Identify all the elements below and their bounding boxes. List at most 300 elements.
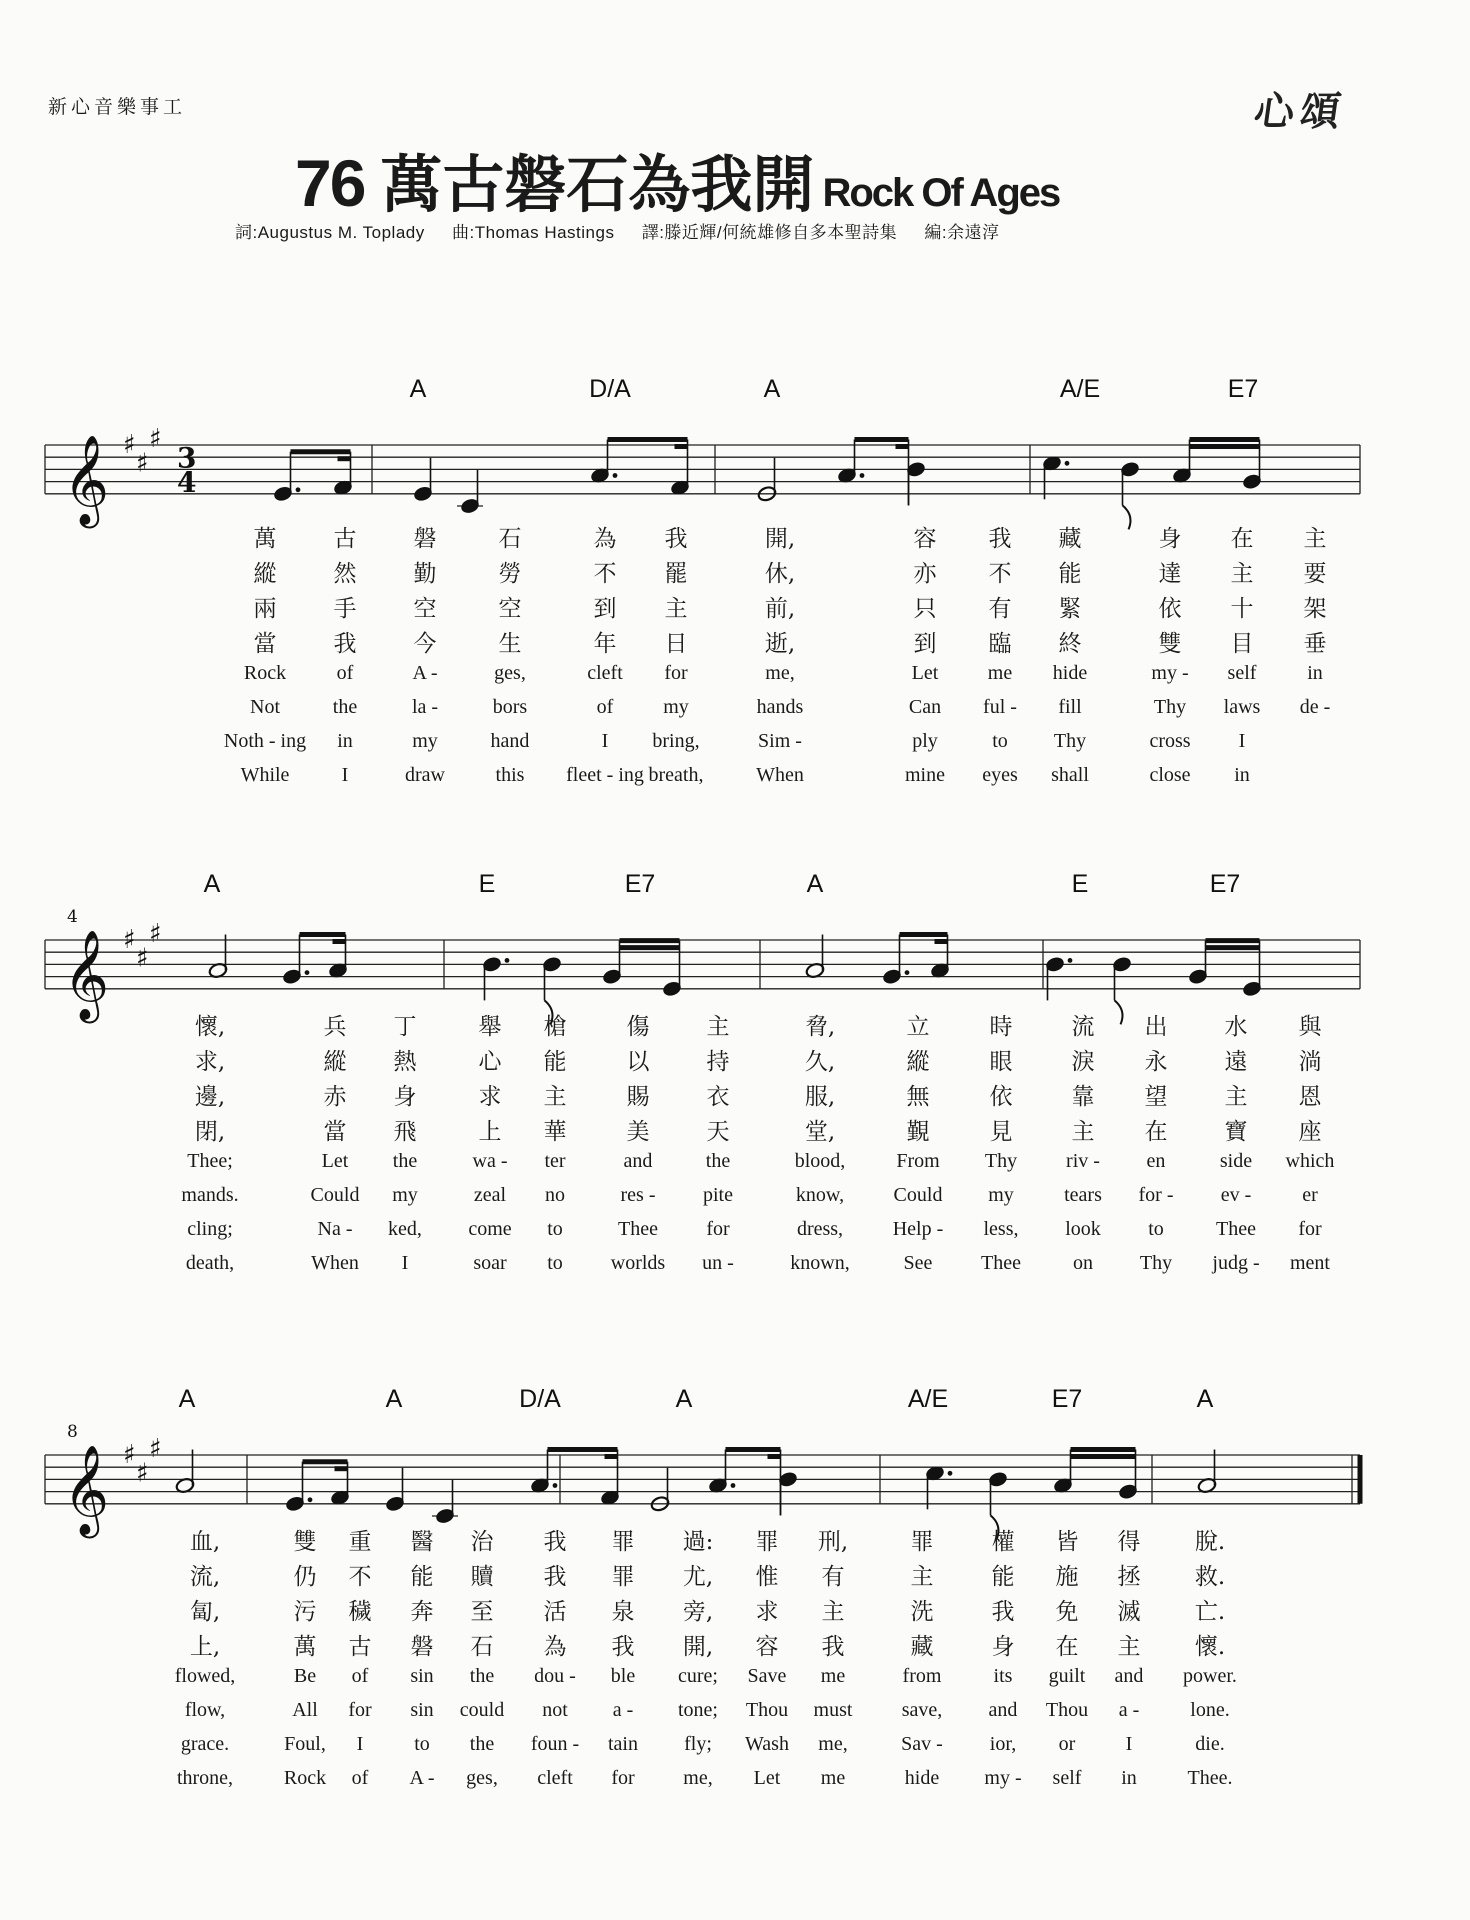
lyric-syllable: 身	[991, 1634, 1015, 1660]
lyric-word: Rock	[283, 1767, 327, 1789]
song-title	[295, 135, 1059, 224]
lyric-syllable: 邊,	[194, 1084, 226, 1110]
dot	[905, 970, 910, 975]
lyric-word: Noth - ing	[223, 730, 307, 752]
lyric-syllable: 縱	[253, 561, 277, 587]
lyric-word: When	[756, 764, 804, 786]
lyric-syllable: 兵	[323, 1014, 347, 1040]
lyric-syllable: 免	[1055, 1599, 1079, 1625]
lyric-syllable: 主	[910, 1564, 934, 1590]
note-head	[1053, 1477, 1073, 1494]
measure-number: 4	[67, 907, 78, 927]
lyric-word: in	[1307, 662, 1323, 684]
key-sharp-icon: ♯	[149, 918, 162, 949]
lyrics-chinese-verse-4	[0, 1113, 1470, 1147]
note-head	[708, 1477, 728, 1494]
lyrics-english-verse-4	[0, 764, 1470, 798]
lyric-syllable: 依	[1158, 596, 1182, 622]
lyric-word: to	[1148, 1218, 1164, 1240]
lyric-word: cleft	[537, 1767, 573, 1789]
lyric-word: dou -	[534, 1665, 576, 1687]
lyric-word: my	[392, 1184, 418, 1206]
lyric-syllable: 我	[664, 526, 688, 552]
lyric-word: I	[1125, 1733, 1133, 1755]
lyric-word: flowed,	[174, 1665, 236, 1687]
lyric-word: power.	[1183, 1665, 1237, 1687]
lyric-syllable: 槍	[543, 1014, 567, 1040]
lyric-syllable: 雙	[1158, 631, 1182, 657]
lyric-word: ble	[610, 1665, 636, 1687]
lyric-syllable: 拯	[1117, 1564, 1141, 1590]
lyric-word: Not	[250, 696, 280, 718]
lyric-syllable: 為	[593, 526, 617, 552]
lyric-syllable: 天	[706, 1119, 730, 1145]
lyric-syllable: 磐	[413, 526, 437, 552]
note-head	[1197, 1477, 1217, 1494]
lyric-syllable: 要	[1303, 561, 1327, 587]
lyric-word: hand	[490, 730, 530, 752]
lyric-word: All	[292, 1699, 318, 1721]
publisher-name: 新心音樂事工	[48, 96, 187, 118]
lyric-syllable: 望	[1144, 1084, 1168, 1110]
dot	[731, 1483, 736, 1488]
lyrics-english-verse-1	[0, 1665, 1470, 1699]
lyric-syllable: 古	[348, 1634, 372, 1660]
lyric-syllable: 在	[1230, 526, 1254, 552]
lyric-syllable: 開,	[764, 526, 796, 552]
lyric-syllable: 架	[1303, 596, 1327, 622]
lyric-word: Thy	[1139, 1252, 1173, 1274]
lyric-syllable: 求	[478, 1084, 502, 1110]
lyric-word: for	[706, 1218, 730, 1240]
lyric-word: in	[1121, 1767, 1137, 1789]
lyric-word: flow,	[184, 1699, 226, 1721]
lyric-syllable: 舉	[478, 1014, 502, 1040]
lyric-word: self	[1227, 662, 1257, 684]
lyric-syllable: 能	[991, 1564, 1015, 1590]
lyric-syllable: 權	[991, 1529, 1015, 1555]
lyric-word: shall	[1051, 764, 1089, 786]
lyric-syllable: 罪	[611, 1529, 635, 1555]
lyric-syllable: 我	[333, 631, 357, 657]
chord-symbol: A	[385, 1385, 403, 1413]
key-sharp-icon: ♯	[123, 430, 136, 460]
lyric-word: me,	[765, 662, 795, 684]
lyric-syllable: 為	[543, 1634, 567, 1660]
lyric-word: riv -	[1066, 1150, 1100, 1172]
lyric-syllable: 不	[988, 561, 1012, 587]
note-head	[330, 1489, 350, 1506]
lyric-word: my	[663, 696, 689, 718]
lyric-syllable: 石	[470, 1634, 494, 1660]
chord-symbol: A	[409, 375, 427, 403]
note-head	[385, 1495, 405, 1512]
lyric-word: Rock	[243, 662, 287, 684]
chord-symbol: E7	[1051, 1385, 1083, 1413]
note-head	[273, 485, 293, 502]
lyric-word: Thou	[1045, 1699, 1089, 1721]
lyric-syllable: 主	[1230, 561, 1254, 587]
lyric-syllable: 淚	[1071, 1049, 1095, 1075]
lyric-syllable: 石	[498, 526, 522, 552]
song-number: 76	[295, 146, 365, 220]
lyric-syllable: 在	[1144, 1119, 1168, 1145]
lyric-syllable: 洗	[910, 1599, 934, 1625]
lyric-word: the	[392, 1150, 418, 1172]
lyric-syllable: 臨	[988, 631, 1012, 657]
chord-symbol: A/E	[1059, 375, 1101, 403]
lyrics-english-verse-1	[0, 662, 1470, 696]
lyric-syllable: 至	[470, 1599, 494, 1625]
lyric-word: pite	[703, 1184, 733, 1206]
lyric-word: hide	[904, 1767, 940, 1789]
lyric-syllable: 能	[1058, 561, 1082, 587]
note-head	[1242, 980, 1262, 997]
lyric-syllable: 開,	[682, 1634, 714, 1660]
note-head	[542, 956, 562, 973]
lyric-word: While	[240, 764, 290, 786]
lyric-syllable: 逝,	[764, 631, 796, 657]
lyric-word: self	[1052, 1767, 1082, 1789]
lyric-word: Thy	[1053, 730, 1087, 752]
song-title-chinese: 萬古磐石為我開	[380, 148, 815, 221]
lyric-syllable: 泉	[611, 1599, 635, 1625]
lyric-syllable: 時	[989, 1014, 1013, 1040]
lyric-word: to	[414, 1733, 430, 1755]
lyric-word: the	[332, 696, 358, 718]
dot	[505, 958, 510, 963]
lyric-word: on	[1073, 1252, 1093, 1274]
lyric-syllable: 磐	[410, 1634, 434, 1660]
lyric-syllable: 終	[1058, 631, 1082, 657]
lyric-word: dress,	[796, 1218, 844, 1240]
chord-symbol: A	[806, 870, 824, 898]
lyric-syllable: 勞	[498, 561, 522, 587]
lyric-word: cling;	[187, 1218, 233, 1240]
lyric-syllable: 寶	[1224, 1119, 1248, 1145]
lyric-word: for -	[1138, 1184, 1174, 1206]
lyric-syllable: 水	[1224, 1014, 1248, 1040]
lyric-syllable: 久,	[804, 1049, 836, 1075]
lyric-syllable: 衣	[706, 1084, 730, 1110]
lyric-word: of	[336, 662, 354, 684]
chord-symbol: A	[203, 870, 221, 898]
lyric-word: to	[547, 1218, 563, 1240]
lyric-word: not	[542, 1699, 568, 1721]
lyric-syllable: 勤	[413, 561, 437, 587]
dot	[308, 1497, 313, 1502]
lyric-syllable: 眼	[989, 1049, 1013, 1075]
lyric-word: hands	[756, 696, 804, 718]
lyric-word: A -	[409, 1767, 435, 1789]
lyric-syllable: 求,	[194, 1049, 226, 1075]
lyric-word: Be	[293, 1665, 317, 1687]
lyric-word: a -	[1118, 1699, 1140, 1721]
lyric-syllable: 尤,	[682, 1564, 714, 1590]
note-head	[460, 497, 480, 514]
lyric-word: my	[988, 1184, 1014, 1206]
lyric-word: less,	[983, 1218, 1019, 1240]
lyric-syllable: 身	[1158, 526, 1182, 552]
lyric-syllable: 與	[1298, 1014, 1322, 1040]
lyric-syllable: 我	[821, 1634, 845, 1660]
lyric-syllable: 閉,	[194, 1119, 226, 1145]
lyric-word: of	[596, 696, 614, 718]
lyric-syllable: 永	[1144, 1049, 1168, 1075]
lyric-syllable: 丁	[393, 1014, 417, 1040]
lyric-word: in	[337, 730, 353, 752]
lyric-syllable: 兩	[253, 596, 277, 622]
lyric-word: Thou	[745, 1699, 789, 1721]
lyric-word: its	[993, 1665, 1013, 1687]
lyric-syllable: 傷	[626, 1014, 650, 1040]
lyric-word: and	[1114, 1665, 1144, 1687]
note-head	[930, 962, 950, 979]
lyric-word: me,	[818, 1733, 848, 1755]
lyric-syllable: 過:	[682, 1529, 714, 1555]
lyric-word: for	[664, 662, 688, 684]
lyric-syllable: 流	[1071, 1014, 1095, 1040]
lyrics-english-verse-3	[0, 1218, 1470, 1252]
lyric-syllable: 能	[543, 1049, 567, 1075]
lyricist-credit: 詞:Augustus M. Toplady	[235, 223, 425, 242]
lyric-syllable: 我	[991, 1599, 1015, 1625]
key-sharp-icon: ♯	[136, 448, 149, 479]
treble-clef-icon: 𝄞	[63, 1444, 110, 1535]
lyric-word: tears	[1064, 1184, 1102, 1206]
note-head	[1118, 1483, 1138, 1500]
lyric-syllable: 主	[1071, 1119, 1095, 1145]
lyric-word: must	[813, 1699, 853, 1721]
lyric-syllable: 罷	[664, 561, 688, 587]
lyric-word: mine	[905, 764, 945, 786]
note-head	[285, 1495, 305, 1512]
lyric-syllable: 容	[755, 1634, 779, 1660]
lyric-word: foun -	[530, 1733, 580, 1755]
lyric-syllable: 前,	[764, 596, 796, 622]
lyric-word: zeal	[473, 1184, 507, 1206]
lyric-syllable: 堂,	[804, 1119, 836, 1145]
lyric-word: Wash	[745, 1733, 789, 1755]
lyric-syllable: 不	[593, 561, 617, 587]
note-head	[1188, 968, 1208, 985]
lyric-syllable: 緊	[1058, 596, 1082, 622]
lyric-syllable: 罪	[611, 1564, 635, 1590]
lyric-syllable: 只	[913, 596, 937, 622]
lyric-word: of	[351, 1665, 369, 1687]
lyric-word: judg -	[1212, 1252, 1260, 1274]
lyric-syllable: 匐,	[189, 1599, 221, 1625]
lyric-word: Let	[321, 1150, 349, 1172]
lyric-syllable: 華	[543, 1119, 567, 1145]
lyric-word: or	[1058, 1733, 1076, 1755]
lyric-syllable: 得	[1117, 1529, 1141, 1555]
composer-credit: 曲:Thomas Hastings	[451, 223, 615, 242]
lyric-syllable: 出	[1144, 1014, 1168, 1040]
lyric-word: ment	[1290, 1252, 1330, 1274]
lyric-word: to	[547, 1252, 563, 1274]
note-head	[1042, 455, 1062, 472]
lyric-word: to	[992, 730, 1008, 752]
chord-symbol: A	[675, 1385, 693, 1413]
lyric-word: Thee	[1216, 1218, 1256, 1240]
lyric-syllable: 奔	[410, 1599, 434, 1625]
lyric-syllable: 到	[913, 631, 937, 657]
hymnal-logo: 心頌	[1251, 89, 1350, 135]
lyric-syllable: 我	[543, 1564, 567, 1590]
translator-credit: 譯:滕近輝/何統雄修自多本聖詩集	[641, 223, 898, 242]
lyric-word: breath,	[648, 764, 704, 786]
lyric-word: ior,	[989, 1733, 1017, 1755]
lyric-syllable: 空	[413, 596, 437, 622]
lyric-word: Let	[911, 662, 939, 684]
lyric-syllable: 飛	[393, 1119, 417, 1145]
note-head	[413, 485, 433, 502]
lyric-word: de -	[1299, 696, 1331, 718]
lyric-word: sin	[410, 1699, 434, 1721]
lyric-syllable: 罪	[755, 1529, 779, 1555]
lyric-word: die.	[1195, 1733, 1225, 1755]
dot	[860, 473, 865, 478]
lyric-syllable: 以	[626, 1049, 650, 1075]
dot	[613, 473, 618, 478]
lyrics-english-verse-3	[0, 730, 1470, 764]
lyrics-english-verse-3	[0, 1733, 1470, 1767]
lyric-word: eyes	[982, 764, 1018, 786]
lyrics-chinese-verse-3	[0, 1078, 1470, 1112]
lyric-word: my	[412, 730, 438, 752]
lyric-syllable: 服,	[804, 1084, 836, 1110]
lyric-word: soar	[473, 1252, 507, 1274]
lyric-syllable: 身	[393, 1084, 417, 1110]
lyric-word: tain	[608, 1733, 638, 1755]
lyric-word: When	[311, 1252, 359, 1274]
lyric-word: bring,	[652, 730, 700, 752]
lyric-syllable: 今	[413, 631, 437, 657]
lyric-word: See	[903, 1252, 933, 1274]
lyric-syllable: 空	[498, 596, 522, 622]
lyric-syllable: 座	[1298, 1119, 1322, 1145]
key-sharp-icon: ♯	[149, 423, 162, 454]
lyric-syllable: 目	[1230, 631, 1254, 657]
note-head	[906, 461, 926, 478]
lyric-word: which	[1285, 1150, 1335, 1172]
note-head	[333, 479, 353, 496]
lyric-syllable: 縱	[323, 1049, 347, 1075]
lyric-word: Sav -	[901, 1733, 943, 1755]
note-head	[757, 485, 777, 502]
time-signature-top: 3	[177, 441, 197, 475]
lyric-word: fill	[1058, 696, 1082, 718]
lyric-syllable: 有	[988, 596, 1012, 622]
chord-symbol: E7	[624, 870, 656, 898]
lyric-syllable: 古	[333, 526, 357, 552]
note-head	[602, 968, 622, 985]
lyric-word: I	[341, 764, 349, 786]
lyric-syllable: 持	[706, 1049, 730, 1075]
note-head	[925, 1465, 945, 1482]
chord-symbol: A	[1196, 1385, 1214, 1413]
song-title-english: Rock Of Ages	[822, 171, 1060, 215]
lyric-word: ges,	[494, 662, 526, 684]
note-head	[435, 1507, 455, 1524]
lyric-syllable: 惟	[755, 1564, 779, 1590]
lyric-syllable: 懷,	[194, 1014, 226, 1040]
lyric-syllable: 遠	[1224, 1049, 1248, 1075]
lyric-syllable: 皆	[1055, 1529, 1079, 1555]
lyric-syllable: 主	[1117, 1634, 1141, 1660]
lyric-syllable: 依	[989, 1084, 1013, 1110]
note-head	[530, 1477, 550, 1494]
lyric-syllable: 滅	[1117, 1599, 1141, 1625]
lyrics-chinese-verse-3	[0, 590, 1470, 624]
lyric-word: me	[820, 1665, 846, 1687]
lyric-word: no	[545, 1184, 565, 1206]
lyric-word: hide	[1052, 662, 1088, 684]
lyric-syllable: 脫.	[1194, 1529, 1226, 1555]
lyric-word: Thee	[618, 1218, 658, 1240]
lyrics-chinese-verse-2	[0, 555, 1470, 589]
lyric-word: wa -	[472, 1150, 508, 1172]
lyric-syllable: 我	[611, 1634, 635, 1660]
lyric-syllable: 流,	[189, 1564, 221, 1590]
lyric-word: me	[987, 662, 1013, 684]
lyric-syllable: 仍	[293, 1564, 317, 1590]
lyric-word: Foul,	[284, 1733, 326, 1755]
lyric-syllable: 亦	[913, 561, 937, 587]
note-head	[882, 968, 902, 985]
lyric-syllable: 雙	[293, 1529, 317, 1555]
lyric-word: mands.	[181, 1184, 239, 1206]
key-sharp-icon: ♯	[123, 925, 136, 955]
lyric-word: Sim -	[758, 730, 802, 752]
song-credits	[235, 218, 1022, 243]
lyric-word: I	[356, 1733, 364, 1755]
lyric-syllable: 達	[1158, 561, 1182, 587]
lyric-word: for	[348, 1699, 372, 1721]
note-head	[1045, 956, 1065, 973]
lyric-syllable: 主	[706, 1014, 730, 1040]
lyric-syllable: 上,	[189, 1634, 221, 1660]
lyric-syllable: 生	[498, 631, 522, 657]
lyrics-chinese-verse-1	[0, 1008, 1470, 1042]
lyric-word: me	[820, 1767, 846, 1789]
note-head	[208, 962, 228, 979]
lyric-syllable: 主	[1303, 526, 1327, 552]
lyric-syllable: 美	[626, 1119, 650, 1145]
lyric-word: for	[611, 1767, 635, 1789]
lyric-word: Thee.	[1187, 1767, 1233, 1789]
dot	[1068, 958, 1073, 963]
lyric-word: laws	[1223, 696, 1261, 718]
note-head	[282, 968, 302, 985]
key-sharp-icon: ♯	[136, 943, 149, 974]
lyric-word: fleet - ing	[566, 764, 644, 786]
lyric-syllable: 有	[821, 1564, 845, 1590]
lyric-word: side	[1219, 1150, 1253, 1172]
lyric-syllable: 垂	[1303, 631, 1327, 657]
lyric-word: in	[1234, 764, 1250, 786]
lyric-word: the	[469, 1665, 495, 1687]
lyric-word: guilt	[1048, 1665, 1086, 1687]
lyric-syllable: 主	[543, 1084, 567, 1110]
lyric-word: a -	[612, 1699, 634, 1721]
lyric-syllable: 十	[1230, 596, 1254, 622]
key-sharp-icon: ♯	[149, 1433, 162, 1464]
lyric-word: of	[351, 1767, 369, 1789]
lyric-syllable: 不	[348, 1564, 372, 1590]
lyric-syllable: 縱	[906, 1049, 930, 1075]
